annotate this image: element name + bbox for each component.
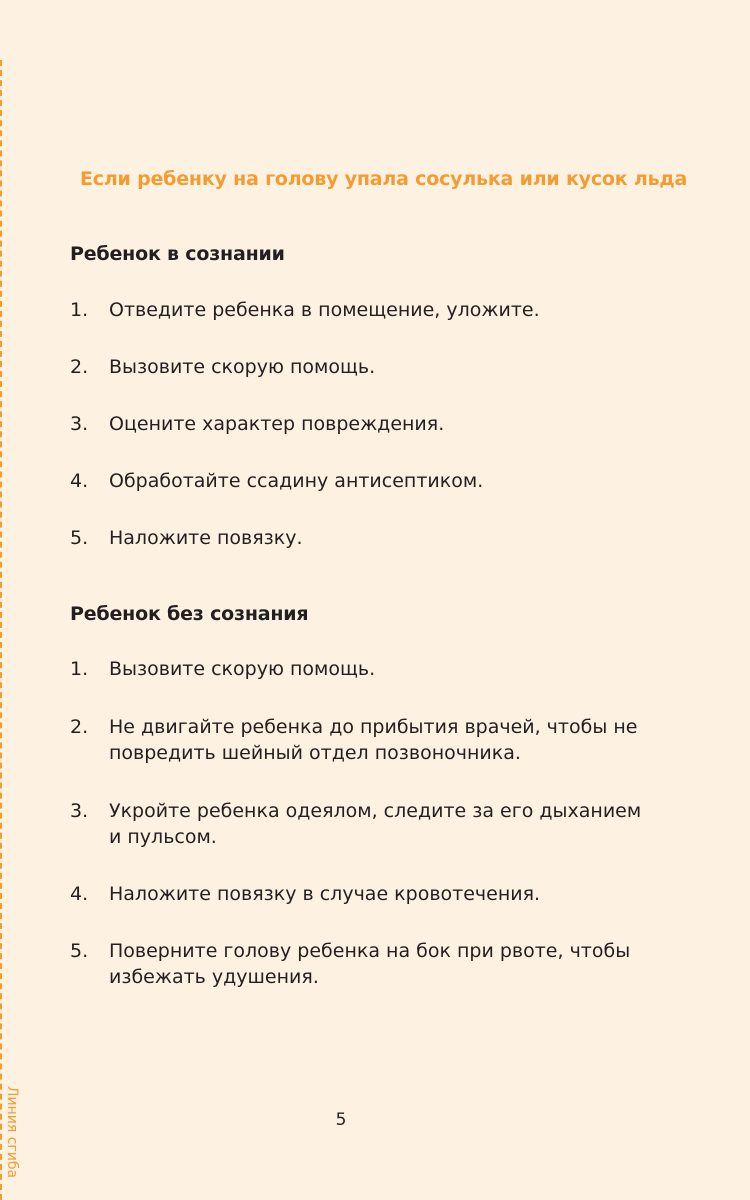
fold-label-text: Линия сгиба [4, 1085, 20, 1179]
list-item-text: Отведите ребенка в помещение, уложите. [109, 299, 540, 321]
page-number: 5 [335, 1110, 347, 1130]
fold-label [2, 1082, 22, 1182]
list-item-text: Укройте ребенка одеялом, следите за его дыханием и пульсом. [109, 800, 642, 848]
list-item-text: Поверните голову ребенка на бок при рвоте, чтобы избежать удушения. [109, 940, 631, 988]
list-item-number: 1. [70, 299, 89, 321]
list-item-number: 2. [70, 716, 89, 738]
list-item-text: Вызовите скорую помощь. [109, 356, 376, 378]
page-title: Если ребенку на голову упала сосулька или кусок льда [80, 168, 688, 190]
list-item-number: 3. [70, 800, 89, 822]
list-item-text: Обработайте ссадину антисептиком. [109, 470, 484, 492]
list-item-text: Вызовите скорую помощь. [109, 658, 376, 680]
list-item-number: 5. [70, 940, 89, 962]
list-item-text: Наложите повязку в случае кровотечения. [109, 883, 541, 905]
fold-line [0, 60, 2, 1200]
list-item-number: 4. [70, 470, 89, 492]
list-item-number: 5. [70, 527, 89, 549]
list-item-text: Наложите повязку. [109, 527, 303, 549]
list-item-number: 3. [70, 413, 89, 435]
section-heading-unconscious: Ребенок без сознания [70, 603, 309, 625]
list-item-number: 1. [70, 658, 89, 680]
list-item-text: Оцените характер повреждения. [109, 413, 445, 435]
list-item-text: Не двигайте ребенка до прибытия врачей, чтобы не повредить шейный отдел позвоночника. [109, 716, 638, 764]
section-heading-conscious: Ребенок в сознании [70, 243, 285, 265]
list-item-number: 4. [70, 883, 89, 905]
list-item-number: 2. [70, 356, 89, 378]
